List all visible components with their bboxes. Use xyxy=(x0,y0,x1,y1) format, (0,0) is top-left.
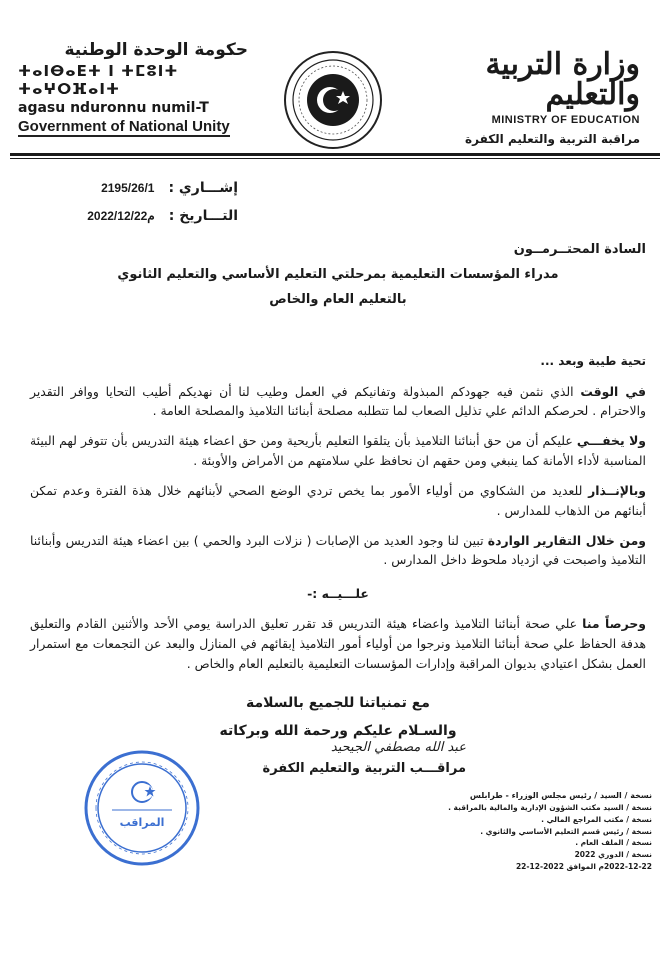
paragraph-2 xyxy=(30,431,646,471)
government-tifinagh-name: ⵜⴰⵏⴱⴰⴹⵜ ⵏ ⵜⵎⵓⵏⵜ ⵜⴰⵖⵔⴼⴰⵏⵜ xyxy=(18,62,179,98)
government-english-name: Government of National Unity xyxy=(18,118,230,135)
reference-number-row xyxy=(87,180,238,196)
paragraph-2-lead: ولا يخفـــي xyxy=(576,433,646,449)
addressee-line-1: مدراء المؤسسات التعليمية بمرحلتي التعليم الأساسي والتعليم الثانوي xyxy=(117,266,559,282)
reference-date-row xyxy=(87,208,238,224)
stamp-label: المراقب xyxy=(119,816,165,829)
addressee-line-2: بالتعليم العام والخاص xyxy=(269,291,407,307)
paragraph-3-lead: وبالإنــذار xyxy=(588,482,646,498)
closing-wishes: مع تمنياتنا للجميع بالسلامة xyxy=(246,694,430,711)
copies-line-4: نسخة / الملف العام . xyxy=(575,838,652,848)
header-divider-thin xyxy=(10,158,660,159)
paragraph-5 xyxy=(30,614,646,674)
paragraph-5-lead: وحرصاً منا xyxy=(582,616,646,632)
ministry-arabic-name: وزارة التربية والتعليم xyxy=(485,47,640,112)
signatory-name: عبد الله مصطفي الجيحيد xyxy=(330,740,466,755)
signature-block xyxy=(226,740,466,776)
paragraph-3-text: للعديد من الشكاوي من أولياء الأمور بما يخص تردي الوضع الصحي لأبنائهم خلال هذة الفترة وعدم تمكن أبنائهم من الذهاب للمدارس . xyxy=(30,482,646,518)
paragraph-1-text: الذي نثمن فيه جهودكم المبذولة وتفانيكم في العمل وطيب لنا أن نهديكم أطيب التحايا ووافر التقدير والاحترام . لحرصكم الدائم علي تذليل الصعاب لما تتطلبه مصلحة أبنائنا التلاميذ والمصلحة العامة . xyxy=(30,383,646,419)
copies-head: نسخة / السيد / رئيس مجلس الوزراء - طرابلس xyxy=(469,791,652,800)
ministry-department: مراقبة التربية والتعليم الكفرة xyxy=(465,132,640,146)
government-latin-name: agasu nduronnu numil-T xyxy=(18,100,209,116)
paragraph-3 xyxy=(30,481,646,521)
date-value: 2022/12/22م xyxy=(87,209,155,223)
official-stamp-icon xyxy=(82,748,202,868)
ministry-english-name: MINISTRY OF EDUCATION xyxy=(491,114,640,126)
decision-heading: علـــيــه :- xyxy=(307,586,369,602)
government-arabic-name: حكومة الوحدة الوطنية xyxy=(64,40,248,60)
reference-block xyxy=(87,180,238,236)
header-divider xyxy=(10,153,660,156)
copies-line-5: نسخة / الدوري 2022 xyxy=(574,849,652,859)
addressee-title: السادة المحتــرمــون xyxy=(513,242,646,257)
paragraph-4 xyxy=(30,531,646,571)
paragraph-5-text: علي صحة أبنائنا التلاميذ واعضاء هيئة التدريس قد تقرر تعليق الدراسة يومي الأحد والأثنين القادم والتعليق هدفة الحفاظ علي صحة أبنائنا التلاميذ ونرجوا من أولياء أمور التلاميذ إبقائهم في المنازل والبعد عن التجمعات مع استمرار العمل بشكل اعتيادي بديوان المراقبة وإدارات المؤسسات التعليمية بالتعليم العام والخاص . xyxy=(30,616,646,671)
paragraph-4-lead: ومن خلال التقارير الواردة xyxy=(487,532,646,548)
paragraph-4-text: تبين لنا وجود العديد من الإصابات ( نزلات البرد والحمي ) بين اعضاء هيئة التدريس وأبنائنا التلاميذ واصبحت في ازدياد ملحوظ داخل المدارس . xyxy=(30,532,646,568)
state-seal-icon xyxy=(283,50,383,150)
signatory-role: مراقـــب التربية والتعليم الكفرة xyxy=(262,761,466,776)
copies-line-6: 2022-12-22م الموافق 2022-12-22 xyxy=(515,861,652,871)
copies-line-3: نسخة / رئيس قسم التعليم الأساسي والثانوي . xyxy=(480,826,652,836)
reference-number: 2195/26/1 xyxy=(101,181,155,195)
government-header xyxy=(18,40,248,137)
greeting: تحية طيبة وبعد ... xyxy=(540,354,646,369)
closing-farewell: والسـلام عليكم ورحمة الله وبركاته xyxy=(219,723,457,740)
paragraph-1 xyxy=(30,382,646,422)
letter-body xyxy=(30,240,646,742)
copies-line-2: نسخة / مكتب المراجع المالي . xyxy=(541,815,652,825)
paragraph-2-text: عليكم أن من حق أبنائنا التلاميذ بأن يتلقوا التعليم بأريحية ومن حق اعضاء هيئة التدريس بأن تتوفر لهم البيئة المناسبة لأداء الأمانة كما ينبغي ومن حقهم ان نحافظ علي سلامتهم من الأمراض والأوبئة . xyxy=(30,433,646,469)
ministry-header xyxy=(460,47,640,146)
copies-list xyxy=(412,790,652,872)
copies-line-1: نسخة / السيد مكتب الشؤون الإدارية والمالية بالمراقبة . xyxy=(448,803,652,813)
paragraph-1-lead: في الوقت xyxy=(580,383,646,399)
date-label: التـــاريخ : xyxy=(168,208,238,224)
reference-label: إشـــاري : xyxy=(168,180,238,196)
